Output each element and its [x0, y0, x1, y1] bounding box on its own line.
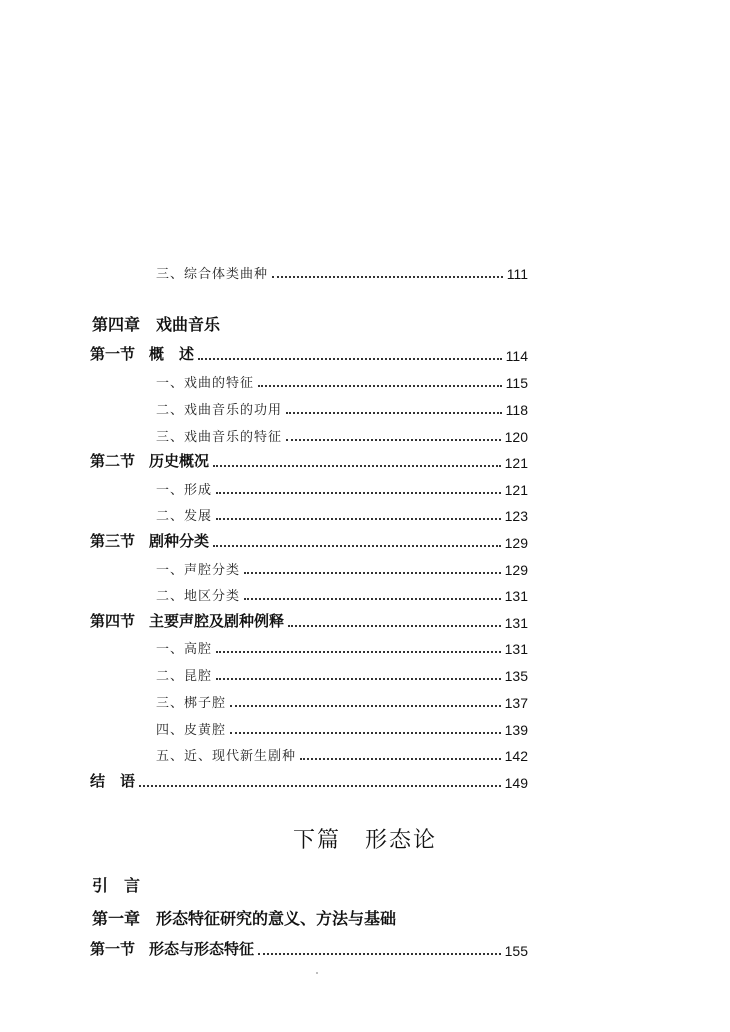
section-title: 历史概况 [149, 452, 210, 470]
toc-entry [156, 716, 528, 738]
section-title: 主要声腔及剧种例释 [149, 612, 285, 630]
dot-leader [216, 651, 501, 653]
section-page: 121 [504, 455, 528, 471]
dot-leader [230, 732, 501, 734]
section-page: 149 [504, 775, 528, 791]
toc-entry [156, 396, 528, 418]
toc-entry-label: 四、皮黄腔 [156, 723, 227, 738]
toc-entry [156, 556, 528, 578]
section-number: 第一节 [90, 345, 136, 363]
toc-section [90, 609, 528, 631]
toc-section [90, 449, 528, 471]
chapter-heading: 第四章 戏曲音乐 [92, 315, 221, 334]
toc-section [90, 529, 528, 551]
toc-entry-label: 三、梆子腔 [156, 696, 227, 711]
dot-leader [300, 758, 501, 760]
toc-entry-label: 五、近、现代新生剧种 [156, 749, 297, 764]
dot-leader [216, 518, 501, 520]
toc-entry [156, 742, 528, 764]
toc-entry [156, 635, 528, 657]
toc-entry-page: 120 [504, 429, 528, 445]
toc-entry [156, 260, 528, 282]
toc-entry [156, 502, 528, 524]
toc-entry-label: 一、声腔分类 [156, 563, 241, 578]
toc-entry-label: 二、发展 [156, 509, 213, 524]
dot-leader [213, 465, 501, 467]
toc-entry-page: 111 [506, 266, 528, 282]
dot-leader [272, 276, 503, 278]
section-page: 129 [504, 535, 528, 551]
toc-section [90, 769, 528, 791]
part-title: 下篇 形态论 [292, 828, 437, 853]
dot-leader [258, 953, 501, 955]
section-number: 第四节 [90, 612, 136, 630]
section-title: 概 述 [149, 345, 195, 363]
section-page: 131 [504, 615, 528, 631]
dot-leader [288, 625, 501, 627]
section-page: 114 [505, 348, 528, 364]
toc-section [90, 342, 528, 364]
toc-entry [156, 476, 528, 498]
dot-leader [286, 439, 501, 441]
toc-entry-page: 123 [504, 508, 528, 524]
toc-entry-page: 137 [504, 695, 528, 711]
section-number: 第二节 [90, 452, 136, 470]
section-number: 第三节 [90, 532, 136, 550]
toc-entry-label: 一、形成 [156, 483, 213, 498]
dot-leader [198, 358, 502, 360]
toc-section [90, 937, 528, 959]
toc-entry [156, 582, 528, 604]
toc-entry-label: 三、戏曲音乐的特征 [156, 430, 283, 445]
toc-entry-label: 二、地区分类 [156, 589, 241, 604]
dot-leader [139, 785, 501, 787]
toc-entry-page: 129 [504, 562, 528, 578]
chapter-heading: 第一章 形态特征研究的意义、方法与基础 [92, 909, 397, 928]
toc-entry-label: 二、昆腔 [156, 669, 213, 684]
scan-speck [316, 972, 318, 974]
toc-entry-page: 139 [504, 722, 528, 738]
dot-leader [244, 598, 501, 600]
section-page: 155 [504, 943, 528, 959]
section-title: 剧种分类 [149, 532, 210, 550]
toc-entry-page: 135 [504, 668, 528, 684]
toc-entry-page: 115 [505, 375, 528, 391]
toc-entry [156, 662, 528, 684]
dot-leader [216, 492, 501, 494]
toc-entry [156, 423, 528, 445]
toc-entry-label: 三、综合体类曲种 [156, 267, 269, 282]
toc-entry-label: 一、高腔 [156, 642, 213, 657]
toc-entry-page: 118 [505, 402, 528, 418]
toc-entry-label: 一、戏曲的特征 [156, 376, 255, 391]
toc-entry-page: 131 [504, 588, 528, 604]
toc-entry-page: 142 [504, 748, 528, 764]
toc-entry [156, 689, 528, 711]
intro-heading: 引 言 [92, 876, 141, 895]
section-title: 形态与形态特征 [149, 940, 255, 958]
dot-leader [213, 545, 501, 547]
conclusion-title: 结 语 [90, 772, 136, 790]
dot-leader [230, 705, 501, 707]
section-number: 第一节 [90, 940, 136, 958]
dot-leader [244, 572, 501, 574]
toc-entry-page: 131 [504, 641, 528, 657]
dot-leader [286, 412, 502, 414]
dot-leader [258, 385, 502, 387]
dot-leader [216, 678, 501, 680]
toc-entry-label: 二、戏曲音乐的功用 [156, 403, 283, 418]
toc-entry-page: 121 [504, 482, 528, 498]
toc-entry [156, 369, 528, 391]
